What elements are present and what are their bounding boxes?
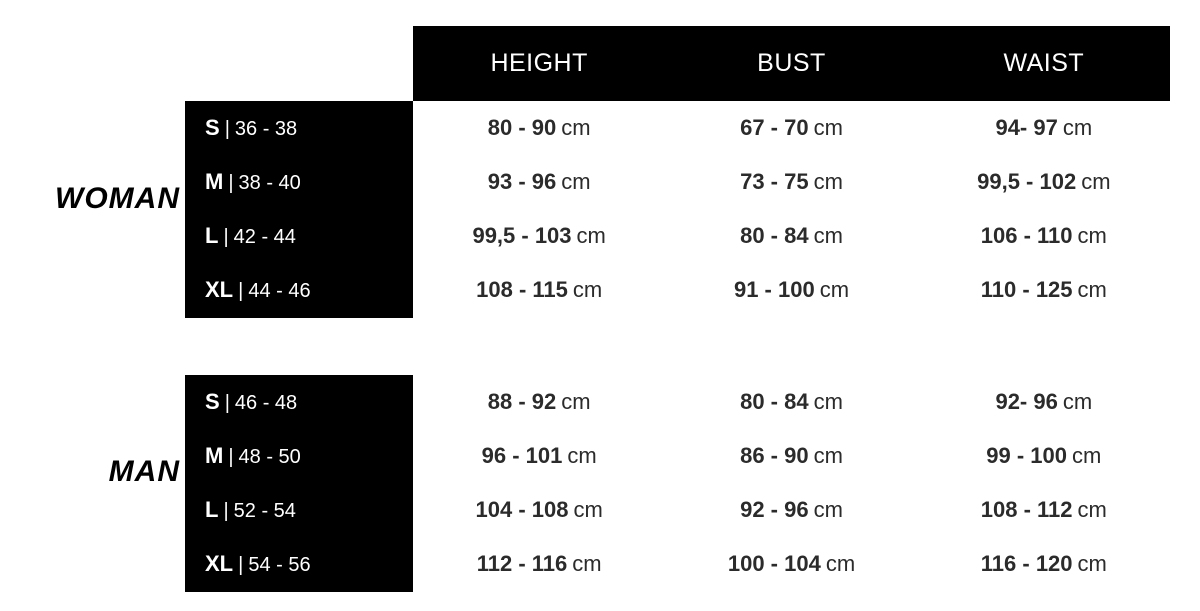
height-value: 80 - 90 [487, 115, 557, 140]
waist-value: 108 - 112 [980, 497, 1073, 522]
unit-label: cm [813, 443, 843, 468]
unit-label: cm [1062, 389, 1093, 414]
bust-value: 80 - 84 [740, 389, 809, 414]
table-row [185, 209, 1170, 263]
table-row [185, 483, 1170, 537]
unit-label: cm [813, 169, 843, 194]
size-separator: | [223, 500, 229, 522]
table-row [185, 375, 1170, 429]
table-row [185, 429, 1170, 483]
bust-cell [665, 277, 917, 303]
waist-cell [918, 115, 1170, 141]
size-separator: | [224, 392, 230, 414]
height-cell [413, 551, 665, 577]
height-value: 93 - 96 [487, 169, 557, 194]
size-numeric: 44 - 46 [248, 280, 311, 302]
waist-cell [918, 551, 1170, 577]
bust-value: 67 - 70 [740, 115, 809, 140]
bust-cell [665, 497, 917, 523]
unit-label: cm [561, 389, 591, 414]
size-numeric: 42 - 44 [233, 226, 296, 248]
size-cell [185, 277, 413, 303]
waist-value: 99,5 - 102 [977, 169, 1077, 194]
waist-value: 99 - 100 [986, 443, 1068, 468]
bust-value: 73 - 75 [740, 169, 809, 194]
size-cell [185, 497, 413, 523]
size-letter: M [205, 443, 224, 468]
size-numeric: 54 - 56 [248, 554, 311, 576]
unit-label: cm [813, 115, 843, 140]
unit-label: cm [819, 277, 850, 302]
bust-cell [665, 115, 917, 141]
size-letter: M [205, 169, 224, 194]
waist-value: 94- 97 [995, 115, 1058, 140]
unit-label: cm [1077, 277, 1107, 302]
height-cell [413, 277, 665, 303]
bust-cell [665, 223, 917, 249]
size-cell [185, 115, 413, 141]
table-row [185, 537, 1170, 591]
size-letter: L [205, 223, 219, 248]
height-value: 112 - 116 [476, 551, 568, 576]
bust-cell [665, 443, 917, 469]
size-cell [185, 389, 413, 415]
height-value: 99,5 - 103 [472, 223, 572, 248]
column-header-waist: WAIST [1003, 49, 1085, 77]
waist-cell [918, 223, 1170, 249]
waist-cell [918, 497, 1170, 523]
size-numeric: 52 - 54 [233, 500, 296, 522]
unit-label: cm [576, 223, 606, 248]
unit-label: cm [1062, 115, 1093, 140]
bust-value: 86 - 90 [740, 443, 809, 468]
bust-value: 100 - 104 [727, 551, 821, 576]
unit-label: cm [813, 223, 843, 248]
size-letter: XL [205, 277, 234, 302]
height-cell [413, 223, 665, 249]
waist-cell [918, 389, 1170, 415]
height-value: 88 - 92 [487, 389, 557, 414]
height-cell [413, 497, 665, 523]
group-label-woman: WOMAN [55, 182, 180, 215]
bust-value: 80 - 84 [740, 223, 809, 248]
group-rows-man [185, 375, 1170, 591]
size-numeric: 38 - 40 [238, 172, 301, 194]
unit-label: cm [1081, 169, 1111, 194]
unit-label: cm [561, 169, 591, 194]
bust-cell [665, 389, 917, 415]
unit-label: cm [572, 551, 602, 576]
bust-value: 91 - 100 [733, 277, 815, 302]
unit-label: cm [567, 443, 597, 468]
waist-cell [918, 169, 1170, 195]
waist-value: 110 - 125 [980, 277, 1073, 302]
height-value: 96 - 101 [481, 443, 563, 468]
column-header-height: HEIGHT [490, 49, 588, 77]
size-cell [185, 169, 413, 195]
bust-cell [665, 551, 917, 577]
size-letter: S [205, 115, 220, 140]
waist-cell [918, 443, 1170, 469]
waist-cell [918, 277, 1170, 303]
size-separator: | [223, 226, 229, 248]
bust-value: 92 - 96 [740, 497, 809, 522]
bust-cell [665, 169, 917, 195]
size-separator: | [224, 118, 230, 140]
unit-label: cm [813, 497, 843, 522]
group-label-man: MAN [108, 455, 180, 488]
height-cell [413, 443, 665, 469]
unit-label: cm [1077, 497, 1107, 522]
unit-label: cm [572, 277, 603, 302]
waist-value: 106 - 110 [980, 223, 1073, 248]
height-value: 108 - 115 [476, 277, 568, 302]
group-rows-woman [185, 101, 1170, 317]
unit-label: cm [561, 115, 591, 140]
height-value: 104 - 108 [475, 497, 569, 522]
size-letter: L [205, 497, 219, 522]
height-cell [413, 169, 665, 195]
unit-label: cm [813, 389, 843, 414]
table-row [185, 101, 1170, 155]
size-numeric: 48 - 50 [238, 446, 301, 468]
table-row [185, 263, 1170, 317]
table-header-row [413, 26, 1170, 101]
height-cell [413, 389, 665, 415]
unit-label: cm [573, 497, 603, 522]
size-letter: XL [205, 551, 234, 576]
size-letter: S [205, 389, 220, 414]
waist-value: 92- 96 [995, 389, 1058, 414]
unit-label: cm [1077, 551, 1107, 576]
column-header-bust: BUST [757, 49, 826, 77]
size-cell [185, 443, 413, 469]
table-row [185, 155, 1170, 209]
size-separator: | [238, 554, 244, 576]
size-separator: | [228, 172, 234, 194]
unit-label: cm [1077, 223, 1107, 248]
unit-label: cm [1072, 443, 1102, 468]
size-numeric: 46 - 48 [234, 392, 298, 414]
size-separator: | [238, 280, 244, 302]
size-numeric: 36 - 38 [234, 118, 298, 140]
size-separator: | [228, 446, 234, 468]
height-cell [413, 115, 665, 141]
unit-label: cm [825, 551, 856, 576]
size-cell [185, 223, 413, 249]
waist-value: 116 - 120 [980, 551, 1073, 576]
size-cell [185, 551, 413, 577]
